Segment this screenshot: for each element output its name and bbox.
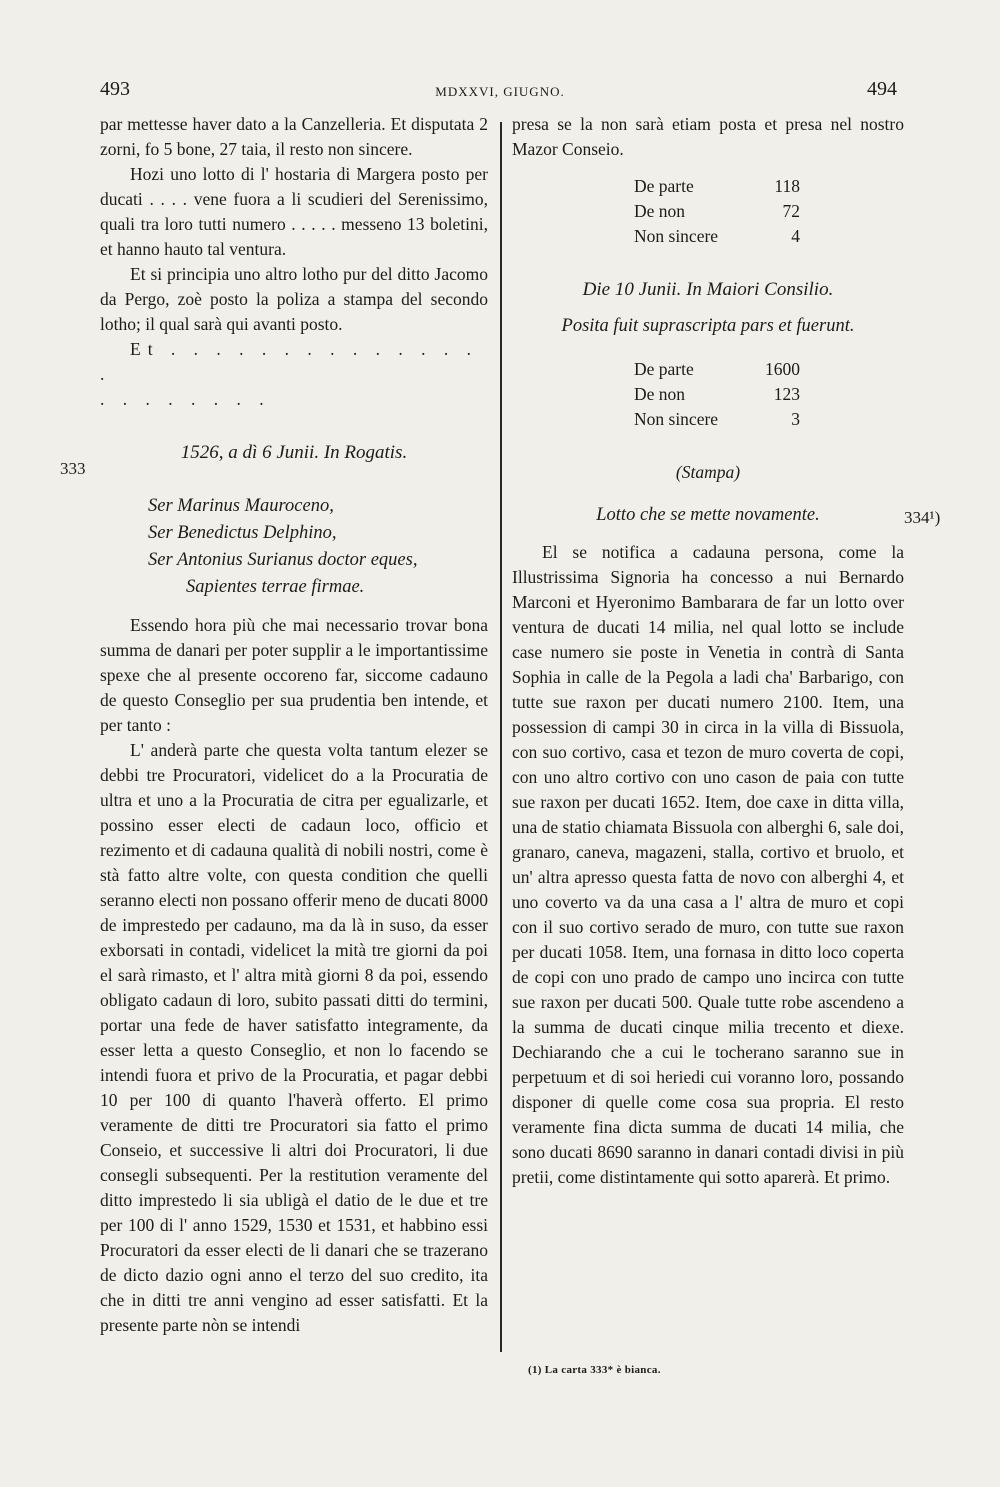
paragraph: Essendo hora più che mai necessario trovar bona summa de danari per poter supplir a le importantissime spexe che al presente occoreno far, siccome cadauno de questo Conseglio per sua prudentia ben intende, et per tanto : bbox=[100, 615, 488, 735]
ellipsis-line: Et . . . . . . . . . . . . . . . bbox=[100, 339, 479, 384]
right-column bbox=[512, 112, 904, 1190]
signatory: Ser Marinus Mauroceno, bbox=[148, 496, 334, 516]
session-heading: Die 10 Junii. In Maiori Consilio. bbox=[582, 279, 834, 300]
paragraph: presa se la non sarà etiam posta et presa nel nostro Mazor Conseio. bbox=[512, 114, 904, 159]
vote-value: 123 bbox=[773, 384, 800, 404]
paragraph: par mettesse haver dato a la Canzelleria. Et disputata 2 zorni, fo 5 bone, 27 taia, il resto non sincere. bbox=[100, 114, 488, 159]
vote-value: 3 bbox=[791, 409, 800, 429]
session-subheading: Posita fuit suprascripta pars et fuerunt. bbox=[561, 316, 855, 336]
vote-value: 72 bbox=[782, 201, 800, 221]
vote-tally-1 bbox=[634, 174, 904, 249]
right-page-number: 494 bbox=[867, 78, 897, 100]
paragraph: Et si principia uno altro lotho pur del ditto Jacomo da Pergo, zoè posto la poliza a stampa del secondo lotho; il qual sarà qui avanti posto. bbox=[100, 264, 488, 334]
signatory: Ser Benedictus Delphino, bbox=[148, 523, 337, 543]
vote-label: De non bbox=[634, 384, 686, 404]
lotto-heading: Lotto che se mette novamente. bbox=[596, 505, 820, 525]
vote-label: De parte bbox=[634, 359, 694, 379]
left-page-number: 493 bbox=[100, 78, 130, 100]
margin-note-334: 334¹) bbox=[904, 508, 941, 527]
date-heading: 1526, a dì 6 Junii. In Rogatis. bbox=[180, 442, 408, 463]
vote-value: 1600 bbox=[765, 359, 800, 379]
vote-label: De parte bbox=[634, 176, 694, 196]
ellipsis-line: . . . . . . . . bbox=[100, 389, 271, 409]
paragraph: L' anderà parte che questa volta tantum elezer se debbi tre Procuratori, videlicet do a la Procuratia de ultra et uno a la Procuratia de citra per egualizarle, et possino esser electi de cadaun loco, officio et rezimento et di cadauna qualità di nobili nostri, come è stà fatto altre volte, con questa condition che quelli seranno electi non possano offerir meno de ducati 8000 de imprestedo per cadauno, ma da là in suso, da esser exborsati in contadi, videlicet la mità tre giorni da poi el sarà rimasto, et l' altra mità giorni 8 da poi, essendo obligato cadaun di loro, subito passati ditti do termini, portar una fede de haver satisfatto integramente, da esser letta a questo Conseglio, et non lo facendo se intendi fuora et privo de la Procuratia, et pagar debbi 10 per 100 di quanto l'haverà offerto. El primo veramente de ditti tre Procuratori sia fatto el primo Conseio, et successive li altri doi Procuratori, li due consegli subsequenti. Per la restitution veramente del ditto imprestedo li sia ubligà el datio de le due et tre per 100 di l' anno 1529, 1530 et 1531, et habbino essi Procuratori da esser electi de li danari che se trazerano de dicto dazio ogni anno el terzo del suo credito, ita che in ditti tre anni vengino ad esser satisfatti. Et la presente parte nòn se intendi bbox=[100, 740, 488, 1335]
paragraph: El se notifica a cadauna persona, come la Illustrissima Signoria ha concesso a nui Bernardo Marconi et Hyeronimo Bambarara de far un lotto over ventura de ducati 14 milia, nel qual lotto se include case numero sie poste in Venetia in contrà di Santa Sophia in calle de la Pegola a ladi cha' Barbarigo, con tutte sue raxon per ducati numero 2100. Item, una possession di campi 30 in circa in la villa di Bissuola, con suo cortivo, casa et tezon de muro coverta de copi, con uno altro cortivo con uno cason de paia con tutte sue raxon per ducati 1652. Item, doe caxe in ditta villa, una de statio chiamata Bissuola con alberghi 6, sale doi, granaro, caneva, magazeni, stalla, cortivo et bruolo, et un' altra apresso questa fatta de novo con alberghi 4, et uno coverto va da una casa a l' altra de muro et copi con il suo cortivo serado de muro, con tutte sue raxon per ducati 1058. Item, una fornasa in ditto loco coperta de copi con uno prado de campo uno incirca con tutte sue raxon per ducati 500. Quale tutte robe ascendeno a la summa de ducati cinque milia trecento et diexe. Dechiarando che a cui le tocherano saranno sue in perpetuum et di soi heriedi cui voranno loro, possando disponer di quelle come cosa sua propria. El resto veramente fina dicta summa de ducati 14 milia, che sono ducati 8690 saranno in danari contadi divisi in più pretii, come distintamente qui sotto aparerà. Et primo. bbox=[512, 542, 904, 1187]
vote-value: 118 bbox=[774, 176, 800, 196]
running-header: MDXXVI, GIUGNO. bbox=[435, 84, 565, 99]
paragraph: Hozi uno lotto di l' hostaria di Margera posto per ducati . . . . vene fuora a li scudieri del Serenissimo, quali tra loro tutti numero . . . . . messeno 13 boletini, et hanno hauto tal ventura. bbox=[100, 164, 488, 259]
footnote: (1) La carta 333* è bianca. bbox=[528, 1364, 661, 1376]
left-column bbox=[100, 112, 488, 1338]
vote-label: Non sincere bbox=[634, 226, 719, 246]
vote-label: De non bbox=[634, 201, 686, 221]
vote-tally-2 bbox=[634, 357, 904, 432]
stampa-label: (Stampa) bbox=[675, 462, 741, 482]
column-divider bbox=[500, 122, 502, 1352]
margin-note-333: 333 bbox=[60, 459, 86, 478]
vote-value: 4 bbox=[791, 226, 800, 246]
signatory-title: Sapientes terrae firmae. bbox=[186, 577, 365, 597]
signatory: Ser Antonius Surianus doctor eques, bbox=[148, 550, 418, 570]
vote-label: Non sincere bbox=[634, 409, 719, 429]
signatories bbox=[148, 493, 488, 601]
